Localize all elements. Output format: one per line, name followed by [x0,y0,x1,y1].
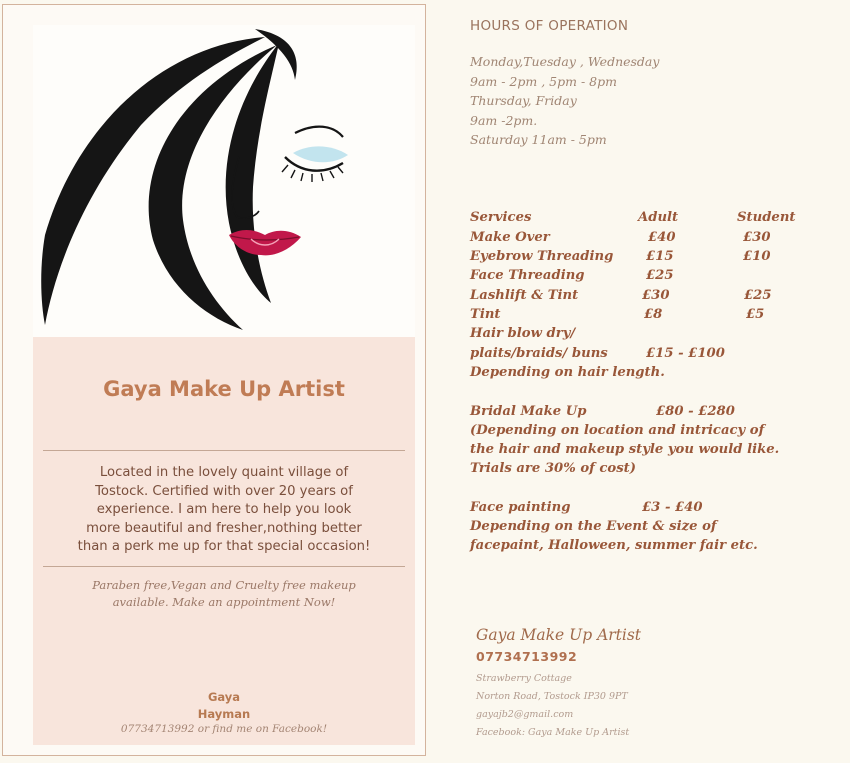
face-illustration-area [33,25,415,337]
student-header: Student [737,210,796,225]
student-price: £30 [743,230,771,245]
adult-price: £30 [642,288,670,303]
face-painting-price: £3 - £40 [642,500,703,515]
service-name: Make Over [470,230,550,245]
hair-service-line1: Hair blow dry/ [470,326,576,341]
flyer-left-panel [2,4,426,756]
address-line: Norton Road, Tostock IP30 9PT [476,691,628,702]
bridal-price: £80 - £280 [656,404,735,419]
woman-face-illustration [33,25,415,337]
service-name: Lashlift & Tint [470,288,579,303]
adult-price: £15 [646,249,674,264]
face-painting-service: Face painting [470,500,571,515]
footer-phone: 07734713992 [476,649,578,664]
adult-price: £40 [648,230,676,245]
student-price: £10 [743,249,771,264]
address-line: Strawberry Cottage [476,673,572,684]
bridal-note: Trials are 30% of cost) [470,461,636,476]
bridal-note: the hair and makeup style you would like. [470,442,780,457]
service-name: Face Threading [470,268,585,283]
face-painting-note: Depending on the Event & size of [470,519,717,534]
student-price: £25 [744,288,772,303]
hair-service-line2: plaits/braids/ buns [470,346,608,361]
hair-note: Depending on hair length. [470,365,665,380]
hours-title: HOURS OF OPERATION [470,18,629,34]
facebook-link: Facebook: Gaya Make Up Artist [476,727,630,738]
face-painting-note: facepaint, Halloween, summer fair etc. [470,538,758,553]
adult-header: Adult [638,210,679,225]
tagline-text: Paraben free,Vegan and Cruelty free makeup available. Make an appointment Now! [92,578,356,609]
flyer-info-panel [33,337,415,745]
divider [43,450,405,451]
email: gayajb2@gmail.com [476,709,574,720]
contact-line: 07734713992 or find me on Facebook! [120,723,328,735]
services-header: Services [470,210,532,225]
footer-business-name: Gaya Make Up Artist [476,626,642,644]
about-text: Located in the lovely quaint village of Tostock. Certified with over 20 years of experience. I am here to help you look more beautiful and fresher,nothing better than a perk me up for that special occasion! [77,465,371,554]
adult-price: £8 [644,307,663,322]
bridal-note: (Depending on location and intricacy of [470,423,765,438]
hours-list: Monday,Tuesday , Wednesday 9am - 2pm , 5pm - 8pm Thursday, Friday 9am -2pm. Saturday 11am - 5pm [470,54,660,147]
student-price: £5 [746,307,765,322]
bridal-service: Bridal Make Up [470,404,587,419]
divider [43,566,405,567]
service-name: Eyebrow Threading [470,249,614,264]
footer-details [476,670,629,742]
brand-title: Gaya Make Up Artist [103,377,345,401]
service-name: Tint [470,307,501,322]
signature: Gaya Hayman [197,690,251,721]
eyebrow [295,127,343,137]
adult-price: £25 [646,268,674,283]
hair-price: £15 - £100 [646,346,725,361]
